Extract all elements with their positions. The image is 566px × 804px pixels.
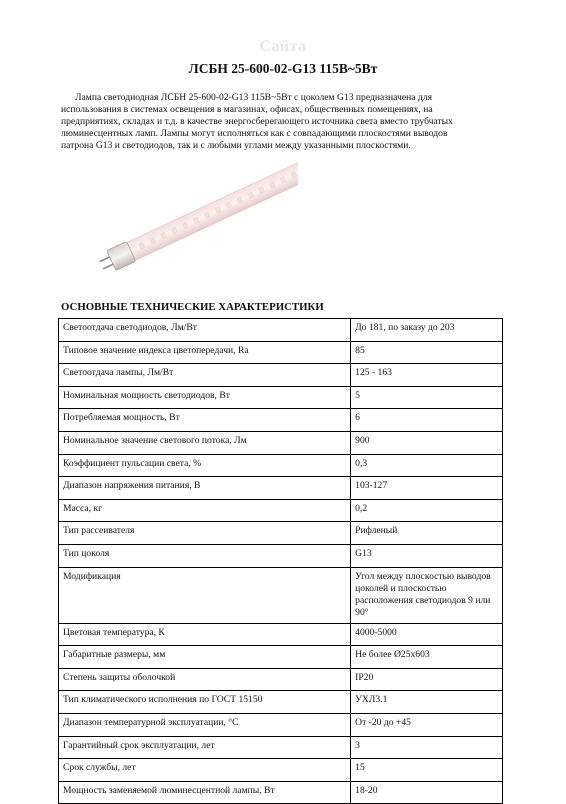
spec-value: Угол между плоскостью выводов цоколей и плоскостью расположения светодиодов 9 или 90°	[351, 567, 503, 623]
spec-value: 103-127	[351, 477, 503, 500]
table-row	[59, 736, 503, 759]
spec-parameter: Цветовая температура, К	[59, 623, 351, 646]
spec-parameter: Номинальная мощность светодиодов, Вт	[59, 386, 351, 409]
spec-parameter: Гарантийный срок эксплуатации, лет	[59, 736, 351, 759]
table-row	[59, 386, 503, 409]
table-row	[59, 522, 503, 545]
spec-parameter: Модификация	[59, 567, 351, 623]
table-row	[59, 499, 503, 522]
spec-value: 18-20	[351, 781, 503, 804]
table-row	[59, 409, 503, 432]
spec-value: 0,3	[351, 454, 503, 477]
spec-parameter: Габаритные размеры, мм	[59, 646, 351, 669]
spec-value: УХЛ3.1	[351, 691, 503, 714]
table-row	[59, 341, 503, 364]
spec-parameter: Типовое значение индекса цветопередачи, Ra	[59, 341, 351, 364]
spec-parameter: Срок службы, лет	[59, 759, 351, 782]
table-row	[59, 646, 503, 669]
table-row	[59, 759, 503, 782]
spec-parameter: Диапазон напряжения питания, В	[59, 477, 351, 500]
table-row	[59, 623, 503, 646]
spec-parameter: Тип рассеивателя	[59, 522, 351, 545]
table-row	[59, 454, 503, 477]
spec-parameter: Мощность заменяемой люминесцентной лампы, Вт	[59, 781, 351, 804]
spec-value: 6	[351, 409, 503, 432]
table-row	[59, 668, 503, 691]
spec-value: G13	[351, 544, 503, 567]
spec-value: Рифленый	[351, 522, 503, 545]
spec-value: 125 - 163	[351, 364, 503, 387]
spec-value: От -20 до +45	[351, 713, 503, 736]
spec-parameter: Степень защиты оболочкой	[59, 668, 351, 691]
spec-value: 85	[351, 341, 503, 364]
table-row	[59, 319, 503, 342]
spec-parameter: Коэффициент пульсации света, %	[59, 454, 351, 477]
table-row	[59, 713, 503, 736]
table-row	[59, 691, 503, 714]
spec-value: 5	[351, 386, 503, 409]
specs-table	[58, 318, 503, 804]
table-row	[59, 567, 503, 623]
table-row	[59, 781, 503, 804]
led-tube-image	[88, 160, 298, 275]
spec-parameter: Потребляемая мощность, Вт	[59, 409, 351, 432]
spec-value: 4000-5000	[351, 623, 503, 646]
spec-parameter: Номинальное значение светового потока, Лм	[59, 431, 351, 454]
spec-parameter: Масса, кг	[59, 499, 351, 522]
intro-paragraph: Лампа светодиодная ЛСБН 25-600-02-G13 115В~5Вт с цоколем G13 предназначена для использования в системах освещения в магазинах, офисах, общественных помещениях, на предприятиях, складах и т.д. в качестве энергосберегающего источника света вместо трубчатых люминесцентных ламп. Лампы могут исполняться как с совпадающими плоскостями выводов патрона G13 и светодиодов, так и с любыми углами между указанными плоскостями.	[61, 92, 453, 151]
spec-parameter: Светоотдача лампы, Лм/Вт	[59, 364, 351, 387]
watermark: Сайта	[259, 38, 307, 55]
table-row	[59, 544, 503, 567]
table-row	[59, 431, 503, 454]
spec-value: 900	[351, 431, 503, 454]
spec-parameter: Тип цоколя	[59, 544, 351, 567]
table-row	[59, 477, 503, 500]
spec-parameter: Тип климатического исполнения по ГОСТ 15150	[59, 691, 351, 714]
spec-value: IP20	[351, 668, 503, 691]
spec-value: До 181, по заказу до 203	[351, 319, 503, 342]
spec-value: 0,2	[351, 499, 503, 522]
section-heading: ОСНОВНЫЕ ТЕХНИЧЕСКИЕ ХАРАКТЕРИСТИКИ	[61, 301, 324, 313]
spec-value: Не более Ø25х603	[351, 646, 503, 669]
spec-value: 15	[351, 759, 503, 782]
page-title: ЛСБН 25-600-02-G13 115В~5Вт	[188, 61, 378, 76]
spec-parameter: Диапазон температурной эксплуатации, °С	[59, 713, 351, 736]
spec-parameter: Светоотдача светодиодов, Лм/Вт	[59, 319, 351, 342]
spec-value: 3	[351, 736, 503, 759]
table-row	[59, 364, 503, 387]
